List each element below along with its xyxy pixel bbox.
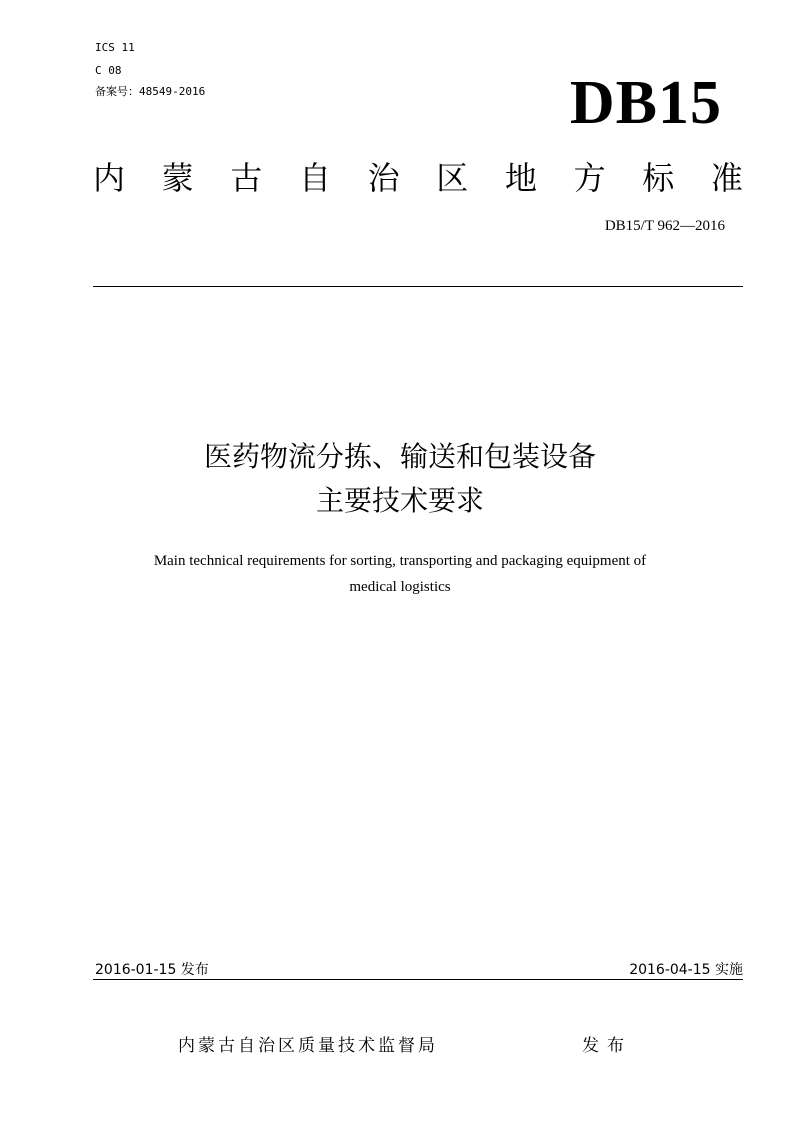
standard-type-char: 方	[573, 159, 606, 197]
chinese-title-line-1: 医药物流分拣、输送和包装设备	[203, 440, 596, 473]
standard-type-title	[93, 158, 743, 198]
standard-number: DB15/T 962—2016	[604, 218, 725, 234]
standard-type-char: 地	[504, 159, 537, 197]
standard-type-char: 内	[93, 159, 126, 197]
english-title-line-1: Main technical requirements for sorting, transporting and packaging equipment of	[153, 553, 647, 569]
ics-code: ICS 11	[95, 41, 135, 54]
english-title-line-2: medical logistics	[349, 579, 451, 595]
standard-type-char: 准	[710, 159, 743, 197]
chinese-title-line-2: 主要技术要求	[315, 484, 484, 517]
issue-label: 发布	[582, 1036, 632, 1056]
db15-logo: DB15	[569, 69, 722, 137]
standard-type-char: 古	[230, 159, 263, 197]
header-divider	[93, 286, 743, 287]
footer-divider	[93, 979, 743, 980]
standard-type-char: 区	[436, 159, 469, 197]
standard-type-char: 蒙	[161, 159, 194, 197]
standard-type-char: 标	[642, 159, 675, 197]
implement-date: 2016-04-15 实施	[629, 962, 743, 978]
standard-type-char: 治	[367, 159, 400, 197]
ccs-code: C 08	[95, 64, 122, 77]
publish-date: 2016-01-15 发布	[95, 962, 209, 978]
issuing-organization: 内蒙古自治区质量技术监督局	[178, 1036, 438, 1056]
standard-type-char: 自	[298, 159, 331, 197]
record-number: 备案号：48549-2016	[95, 85, 206, 98]
